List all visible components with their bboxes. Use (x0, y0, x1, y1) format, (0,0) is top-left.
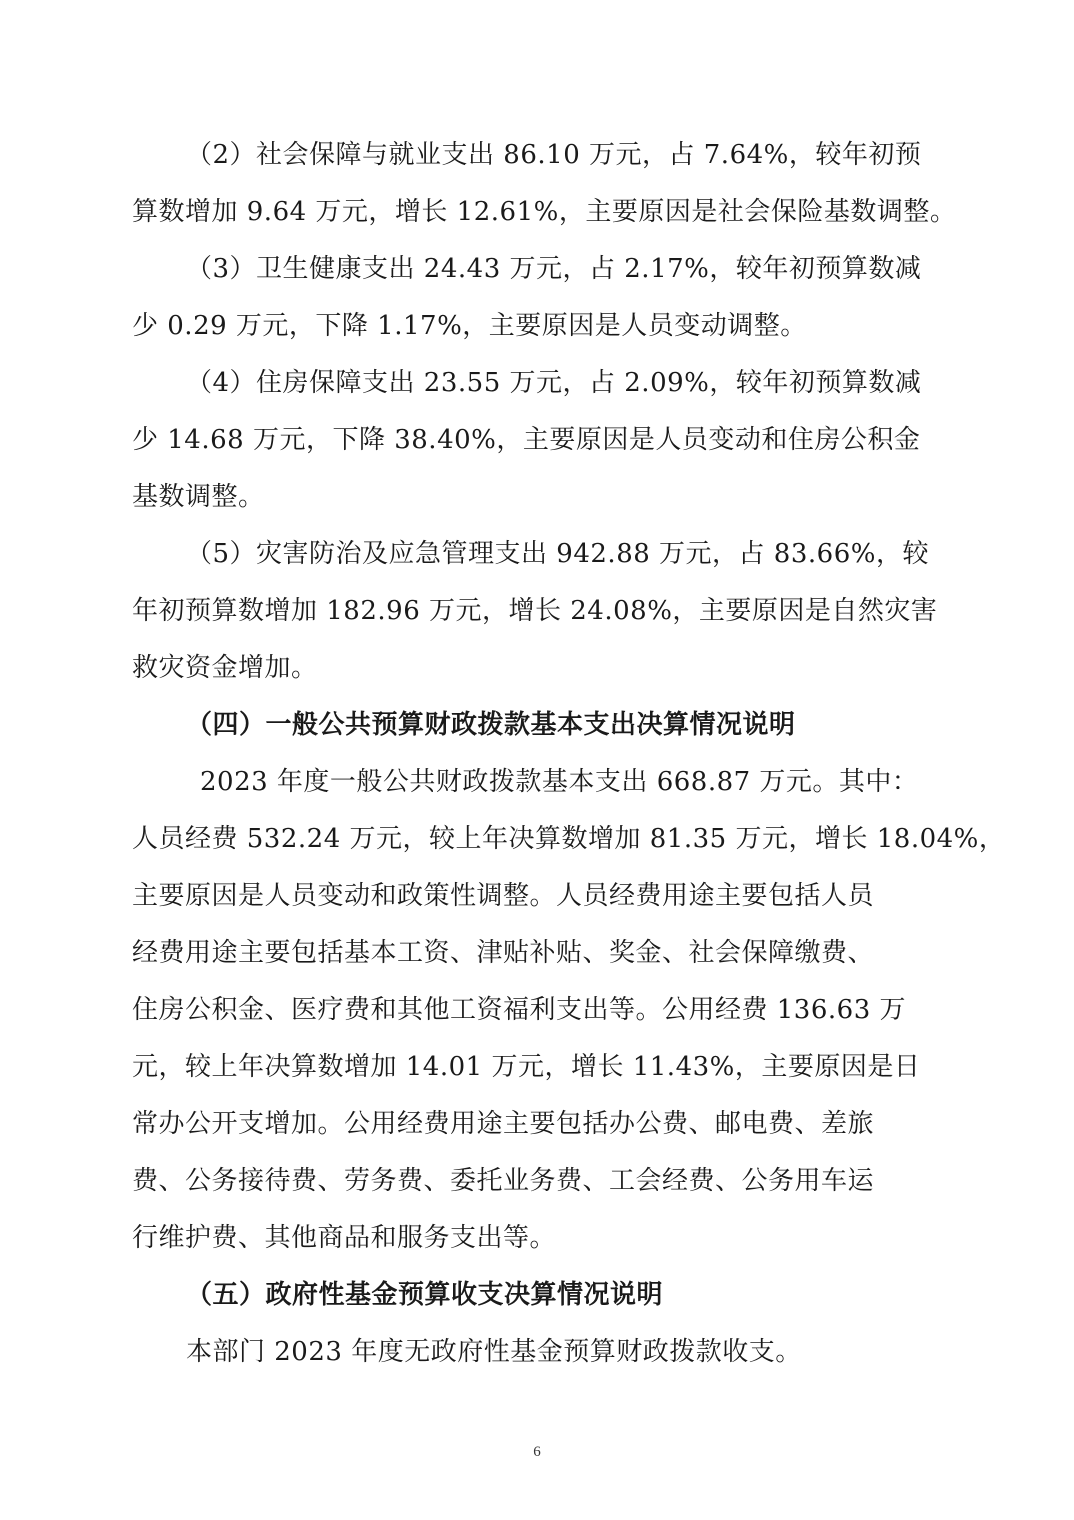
paragraph-line: 元，较上年决算数增加 14.01 万元，增长 11.43%，主要原因是日 (132, 1052, 921, 1082)
paragraph-line: （2）社会保障与就业支出 86.10 万元，占 7.64%，较年初预 (186, 140, 922, 170)
paragraph-line: 本部门 2023 年度无政府性基金预算财政拨款收支。 (186, 1337, 802, 1367)
paragraph-line: 人员经费 532.24 万元，较上年决算数增加 81.35 万元，增长 18.04%， (132, 824, 1006, 854)
paragraph-line: （3）卫生健康支出 24.43 万元，占 2.17%，较年初预算数减 (186, 254, 922, 284)
paragraph-line: 经费用途主要包括基本工资、津贴补贴、奖金、社会保障缴费、 (132, 938, 875, 968)
paragraph-line: 少 14.68 万元，下降 38.40%，主要原因是人员变动和住房公积金 (132, 425, 921, 455)
paragraph-line: 年初预算数增加 182.96 万元，增长 24.08%，主要原因是自然灾害 (132, 596, 938, 626)
paragraph-line: 救灾资金增加。 (132, 653, 318, 683)
paragraph-line: 行维护费、其他商品和服务支出等。 (132, 1223, 557, 1253)
paragraph-line: 算数增加 9.64 万元，增长 12.61%，主要原因是社会保险基数调整。 (132, 197, 957, 227)
paragraph-line: （4）住房保障支出 23.55 万元，占 2.09%，较年初预算数减 (186, 368, 922, 398)
paragraph-line: 少 0.29 万元，下降 1.17%，主要原因是人员变动调整。 (132, 311, 807, 341)
section-heading: （五）政府性基金预算收支决算情况说明 (186, 1280, 664, 1310)
paragraph-line: 常办公开支增加。公用经费用途主要包括办公费、邮电费、差旅 (132, 1109, 875, 1139)
paragraph-line: 基数调整。 (132, 482, 265, 512)
page-number: 6 (533, 1444, 541, 1460)
paragraph-line: 主要原因是人员变动和政策性调整。人员经费用途主要包括人员 (132, 881, 875, 911)
paragraph-line: （5）灾害防治及应急管理支出 942.88 万元，占 83.66%，较 (186, 539, 929, 569)
paragraph-line: 费、公务接待费、劳务费、委托业务费、工会经费、公务用车运 (132, 1166, 875, 1196)
paragraph-line: 住房公积金、医疗费和其他工资福利支出等。公用经费 136.63 万 (132, 995, 907, 1025)
paragraph-line: 2023 年度一般公共财政拨款基本支出 668.87 万元。其中： (200, 767, 919, 797)
section-heading: （四）一般公共预算财政拨款基本支出决算情况说明 (186, 710, 796, 740)
